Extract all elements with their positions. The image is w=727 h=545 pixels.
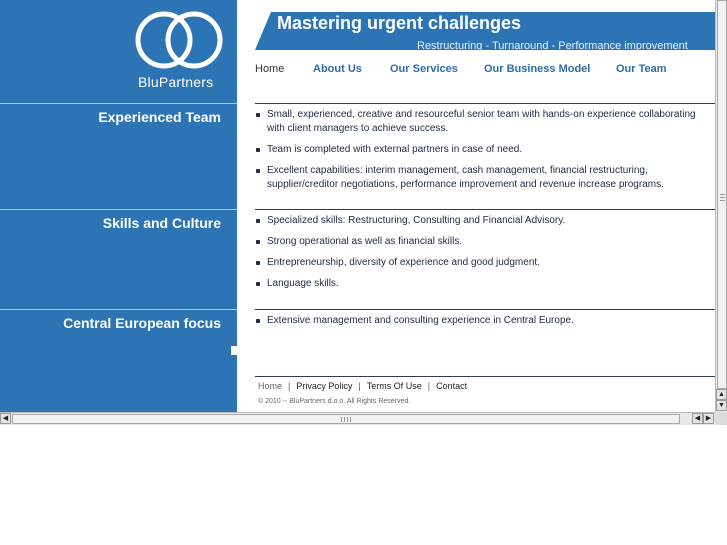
horizontal-scrollbar[interactable] (0, 412, 715, 425)
scroll-grip (720, 197, 725, 198)
scrollbar-corner (715, 412, 727, 425)
footer-link-contact[interactable]: Contact (436, 381, 468, 391)
scroll-grip (350, 417, 351, 422)
list-item: Excellent capabilities: interim management, cash management, financial restructuring, supplier/creditor negotiations, performance improvement and revenue increase programs. (255, 164, 710, 192)
list-item: Specialized skills: Restructuring, Consulting and Financial Advisory. (255, 214, 710, 228)
list-item: Strong operational as well as financial skills. (255, 235, 710, 249)
page-title: Mastering urgent challenges (277, 13, 522, 33)
nav-our-team[interactable]: Our Team (616, 63, 667, 75)
interlocking-rings-icon (132, 8, 228, 70)
list-item: Extensive management and consulting experience in Central Europe. (255, 314, 710, 328)
footer-divider (255, 376, 715, 377)
footer-separator: | (288, 381, 291, 391)
horizontal-scroll-thumb[interactable] (12, 414, 680, 424)
brand-name: BluPartners (138, 74, 214, 90)
sidebar (0, 0, 237, 412)
footer-links (258, 381, 467, 391)
arrow-right-icon[interactable]: ▶ (703, 413, 714, 424)
sidebar-heading-skills-and-culture: Skills and Culture (102, 215, 221, 231)
section-divider (255, 209, 715, 210)
list-item: Entrepreneurship, diversity of experience and good judgment. (255, 256, 710, 270)
footer-link-terms-of-use[interactable]: Terms Of Use (366, 381, 422, 391)
scroll-grip (720, 194, 725, 195)
sidebar-notch (231, 346, 237, 355)
scroll-grip (720, 200, 725, 201)
copyright-text: © 2010 -- BluPartners d.o.o. All Rights Reserved. (258, 398, 411, 405)
nav-our-business-model[interactable]: Our Business Model (484, 63, 591, 75)
sidebar-divider (0, 209, 237, 210)
nav-home[interactable]: Home (255, 63, 285, 75)
nav-our-services[interactable]: Our Services (390, 63, 458, 75)
vertical-scroll-thumb[interactable] (717, 0, 727, 389)
arrow-left-icon[interactable]: ◀ (0, 413, 11, 424)
skills-and-culture-list (255, 214, 710, 298)
list-item: Small, experienced, creative and resourceful senior team with hands-on experience collaborating with client managers to achieve success. (255, 108, 710, 136)
experienced-team-list (255, 108, 710, 199)
section-divider (255, 103, 715, 104)
arrow-up-icon[interactable]: ▲ (716, 389, 727, 400)
section-divider (255, 309, 715, 310)
nav-about-us[interactable]: About Us (313, 63, 362, 75)
sidebar-divider (0, 309, 237, 310)
footer-link-home[interactable]: Home (258, 381, 283, 391)
vertical-scrollbar[interactable] (715, 0, 727, 412)
arrow-down-icon[interactable]: ▼ (716, 400, 727, 411)
sidebar-heading-experienced-team: Experienced Team (98, 109, 221, 125)
page-subtitle: Restructuring - Turnaround - Performance improvement (417, 40, 688, 52)
list-item: Team is completed with external partners in case of need. (255, 143, 710, 157)
sidebar-divider (0, 103, 237, 104)
footer-separator: | (427, 381, 431, 391)
scroll-grip (344, 417, 345, 422)
footer-separator: | (358, 381, 361, 391)
arrow-left-icon[interactable]: ◀ (692, 413, 703, 424)
central-european-focus-list (255, 314, 710, 335)
footer-link-privacy-policy[interactable]: Privacy Policy (296, 381, 353, 391)
scroll-grip (347, 417, 348, 422)
scroll-grip (341, 417, 342, 422)
list-item: Language skills. (255, 277, 710, 291)
sidebar-heading-central-european-focus: Central European focus (63, 315, 221, 331)
